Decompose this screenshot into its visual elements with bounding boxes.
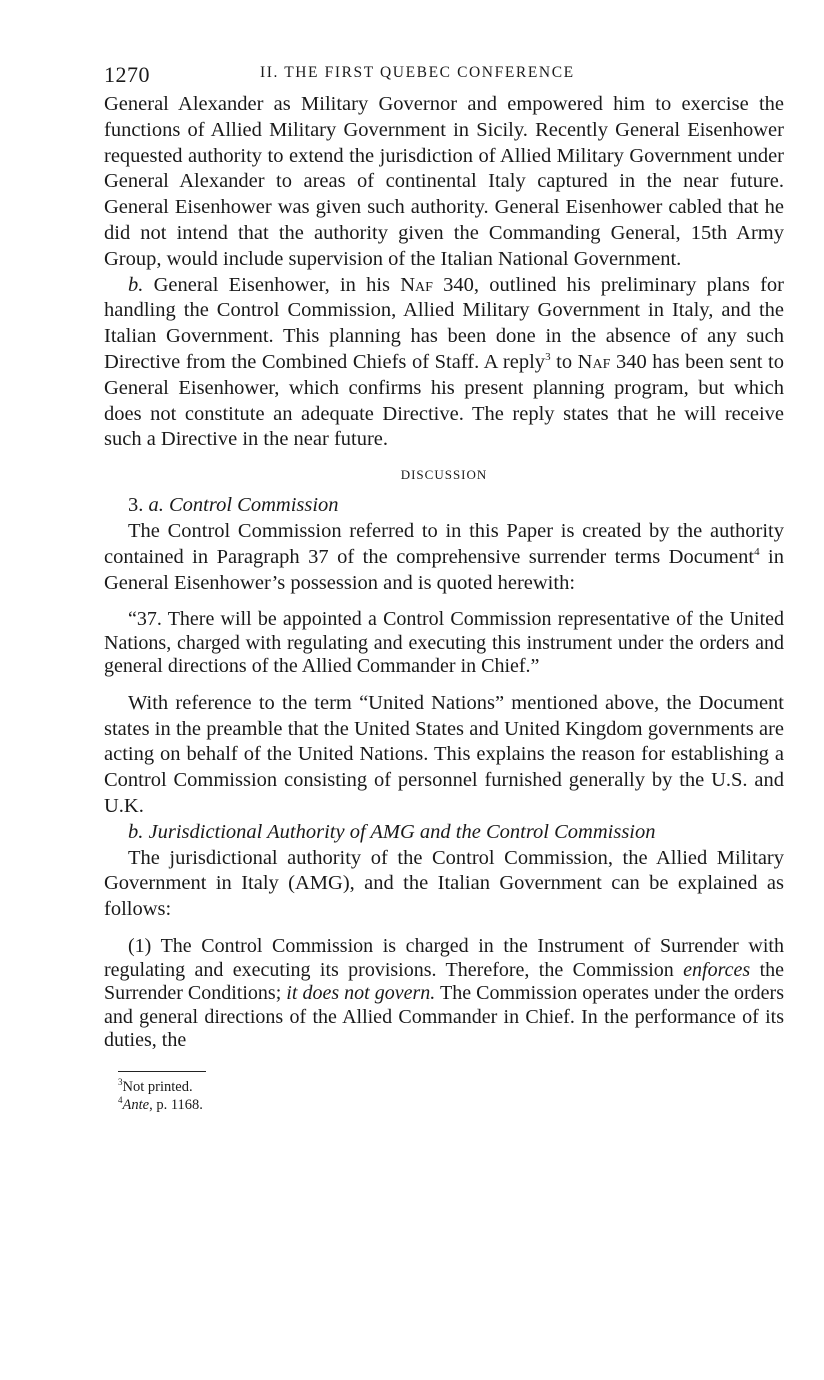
paragraph-text: to — [550, 350, 578, 373]
emphasis-text: it does not govern. — [286, 982, 436, 1005]
paragraph-text: General Alexander as Military Governor and empowered him to exercise the functions of Allied Military Government in Sicily. Recently General Eisenhower requested authority to extend the jurisdiction of Allied Military Government under General Alexander to areas of continental Italy captured in the near future. General Eisenhower was given such authority. General Eisenhower cabled that he did not intend that the authority given the Commanding General, 15th Army Group, would include supervision of the Italian National Government. — [104, 93, 784, 270]
running-head: II. THE FIRST QUEBEC CONFERENCE — [260, 64, 575, 81]
emphasis-text: enforces — [683, 958, 751, 981]
footnote-4 — [118, 1096, 784, 1114]
naf-reference: Naf — [577, 350, 611, 373]
paragraph-text: 340 has been sent to General Eisenhower, which confirms his present planning program, but which does not constitute an adequate Directive. The reply states that he will receive such a Directive in the near future. — [104, 350, 785, 451]
paragraph-text: The Control Commission referred to in this Paper is created by the authority contained in Paragraph 37 of the comprehensive surrender terms Document — [104, 519, 784, 568]
paragraph-text: 340, outlined his preliminary plans for handling the Control Commission, Allied Military Government in Italy, and the Italian Government. This planning has been done in the absence of any such Directive from the Combined Chiefs of Staff. A reply — [104, 273, 784, 373]
naf-reference: Naf — [400, 273, 433, 296]
footnote-ref-4[interactable]: 4 — [754, 545, 760, 558]
subheading-control-commission — [104, 493, 784, 519]
paragraph-item-1 — [104, 935, 784, 1053]
footnote-ref-3[interactable]: 3 — [545, 351, 551, 364]
paragraph-text: General Eisenhower, in his — [143, 273, 401, 296]
paragraph-continued — [104, 92, 784, 273]
page-header — [104, 58, 784, 92]
paragraph-jurisdiction: The jurisdictional authority of the Control Commission, the Allied Military Government in Italy (AMG), and the Italian Government can be explained as follows: — [104, 846, 784, 921]
footnote-text: Not printed. — [122, 1078, 193, 1095]
paragraph-text: (1) The Control Commission is charged in the Instrument of Surrender with regulating and executing its provisions. Therefore, the Commission — [104, 935, 784, 981]
block-quote-paragraph-37: “37. There will be appointed a Control Commission representative of the United Nations, charged with regulating and executing this instrument under the orders and general directions of the Allied Commander in Chief.” — [104, 608, 784, 678]
footnote-3 — [118, 1078, 784, 1096]
paragraph-text: in General Eisenhower’s possession and is quoted herewith: — [104, 545, 784, 594]
paragraph-text: the Surrender Conditions; — [104, 958, 785, 1005]
subheading-jurisdictional-authority — [104, 820, 784, 846]
paragraph-control-commission — [104, 519, 784, 596]
paragraph-text: The Commission operates under the orders and general directions of the Allied Commander in Chief. In the performance of its duties, the — [104, 982, 784, 1052]
subheading-text: a. Control Commission — [148, 494, 339, 517]
section-number: 3. — [128, 494, 149, 517]
paragraph-b-naf-340 — [104, 273, 784, 454]
paragraph-united-nations: With reference to the term “United Nations” mentioned above, the Document states in the preamble that the United States and United Kingdom governments are acting on behalf of the United Nations. This explains the reason for establishing a Control Commission consisting of personnel furnished generally by the U.S. and U.K. — [104, 691, 784, 818]
subheading-text: b. Jurisdictional Authority of AMG and the Control Commission — [128, 820, 656, 843]
page-number: 1270 — [104, 62, 150, 87]
footnote-mark: 4 — [118, 1094, 123, 1105]
footnote-text: , p. 1168. — [149, 1096, 203, 1113]
item-label: b. — [128, 273, 144, 296]
section-heading-discussion: DISCUSSION — [400, 467, 488, 483]
footnote-divider — [118, 1071, 206, 1072]
footnote-italic: Ante — [122, 1096, 150, 1113]
footnote-mark: 3 — [118, 1076, 123, 1087]
page — [104, 58, 784, 1114]
